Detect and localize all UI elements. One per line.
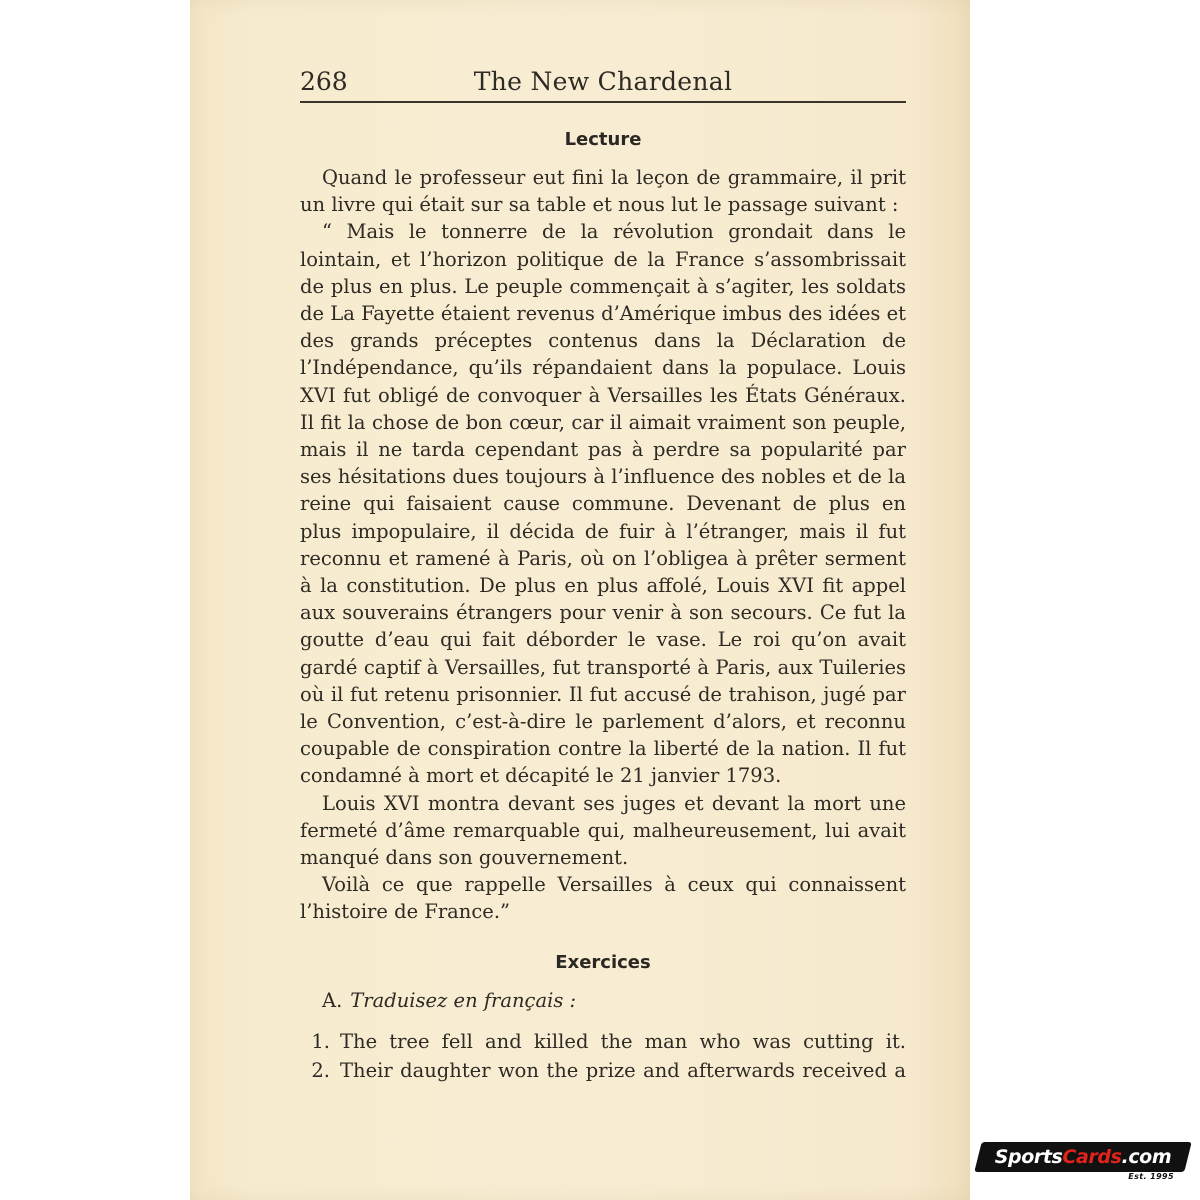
exercise-item <box>300 1056 906 1085</box>
exercise-number: 1. <box>311 1030 330 1053</box>
exercise-item <box>300 1027 906 1056</box>
logo-brand-suffix: .com <box>1121 1146 1172 1168</box>
sportscards-logo-watermark <box>978 1142 1188 1186</box>
logo-wordmark <box>978 1142 1188 1172</box>
logo-est: Est. 1995 <box>1128 1172 1174 1181</box>
lecture-paragraph: “ Mais le tonnerre de la révolution grondait dans le lointain, et l’horizon politique de la France s’assombrissait de plus en plus. Le peuple commençait à s’agiter, les soldats de La Fayette étaient revenus d’Amérique imbus des idées et des grands préceptes contenus dans la Déclaration de l’Indépendance, qu’ils répandaient dans la populace. Louis XVI fut obligé de convoquer à Versailles les États Généraux. Il fit la chose de bon cœur, car il aimait vraiment son peuple, mais il ne tarda cependant pas à perdre sa popularité par ses hésitations dues toujours à l’influence des nobles et de la reine qui faisaient cause commune. Devenant de plus en plus impopulaire, il décida de fuir à l’étranger, mais il fut reconnu et ramené à Paris, où on l’obligea à prêter serment à la constitution. De plus en plus affolé, Louis XVI fit appel aux souverains étrangers pour venir à son secours. Ce fut la goutte d’eau qui fait déborder le vase. Le roi qu’on avait gardé captif à Versailles, fut transporté à Paris, aux Tuileries où il fut retenu prisonnier. Il fut accusé de trahison, jugé par le Convention, c’est-à-dire le parlement d’alors, et reconnu coupable de conspiration contre la liberté de la nation. Il fut condamné à mort et décapité le 21 janvier 1793. <box>300 220 906 788</box>
exercise-instruction-text: Traduisez en français : <box>350 989 577 1012</box>
lecture-heading: Lecture <box>564 129 642 150</box>
exercise-text: The tree fell and killed the man who was cutting it. <box>340 1030 906 1053</box>
exercise-number: 2. <box>311 1059 330 1082</box>
lecture-paragraph: Quand le professeur eut fini la leçon de grammaire, il prit un livre qui était sur sa table et nous lut le passage suivant : <box>300 166 906 217</box>
lecture-body <box>300 164 906 926</box>
exercise-section-letter: A. <box>322 989 343 1012</box>
lecture-paragraph: Voilà ce que rappelle Versailles à ceux qui connaissent l’histoire de France.” <box>300 873 906 924</box>
exercices-heading: Exercices <box>555 952 651 973</box>
exercise-text: Their daughter won the prize and afterwards received a <box>340 1059 906 1082</box>
page-number: 268 <box>300 67 348 96</box>
header-rule <box>300 101 906 103</box>
running-head <box>300 64 906 100</box>
lecture-paragraph: Louis XVI montra devant ses juges et devant la mort une fermeté d’âme remarquable qui, malheureusement, lui avait manqué dans son gouvernement. <box>300 791 906 870</box>
book-title: The New Chardenal <box>473 67 733 96</box>
logo-brand-accent: Cards <box>1062 1146 1122 1168</box>
exercise-list <box>300 1027 906 1085</box>
logo-brand-main: Sports <box>994 1146 1063 1168</box>
exercise-instruction <box>322 987 576 1014</box>
